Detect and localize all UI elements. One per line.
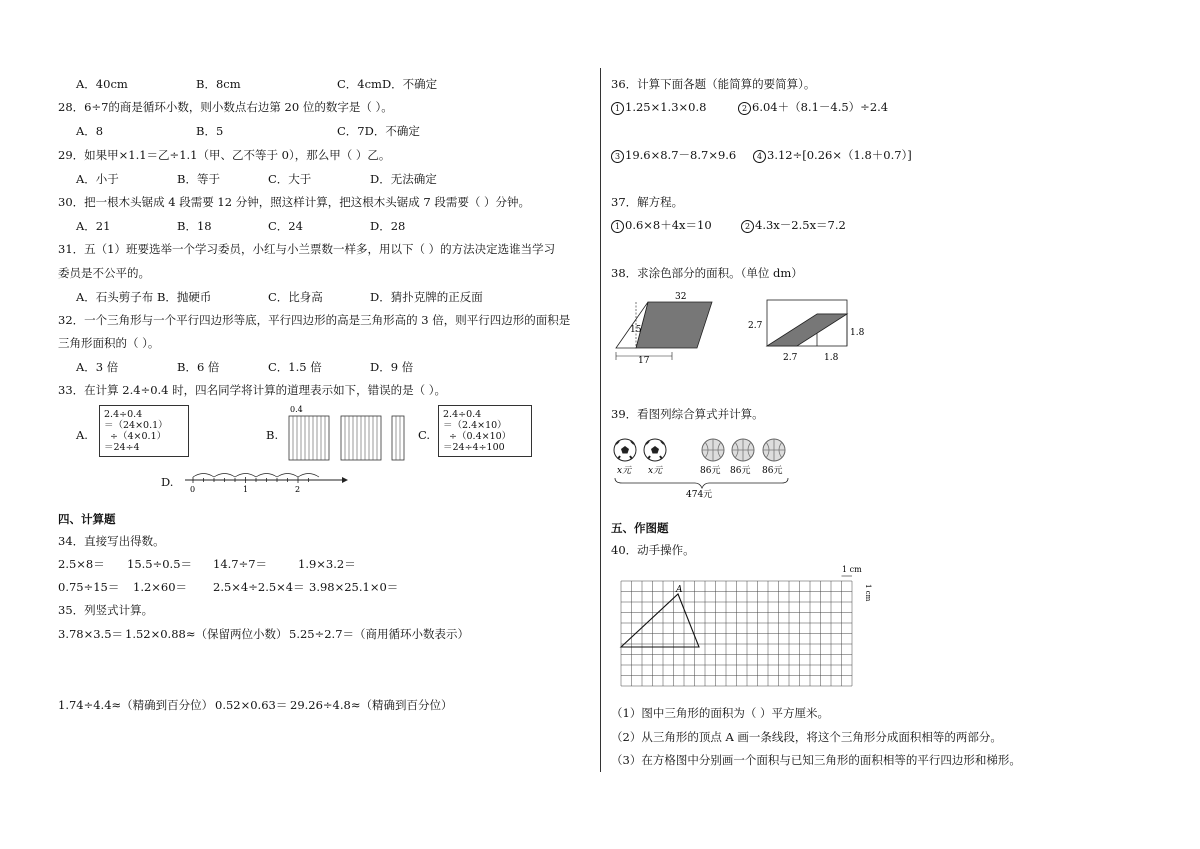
q28-option-c: C．7D．不确定 — [337, 124, 420, 138]
q40-sub-3: （3）在方格图中分别画一个面积与已知三角形的面积相等的平行四边形和梯形。 — [611, 753, 1021, 767]
q29-option-c: C．大于 — [268, 172, 312, 186]
q33-d-tick-1: 1 — [243, 485, 249, 494]
column-divider — [600, 68, 601, 772]
q40-unit-vertical: 1 cm — [864, 584, 872, 602]
q40-sub-1: （1）图中三角形的面积为（ ）平方厘米。 — [611, 706, 829, 720]
q39-text: 39．看图列综合算式并计算。 — [611, 407, 764, 421]
q39-label: 86元 — [730, 466, 751, 476]
q33-figure-b — [286, 404, 411, 464]
q28-text: 28．6÷7的商是循环小数，则小数点右边第 20 位的数字是（ ）。 — [58, 100, 393, 114]
q27-option-b: B．8cm — [196, 77, 241, 91]
q33-label-b: B. — [266, 428, 279, 442]
q39-figure — [612, 432, 792, 502]
q33-label-c: C. — [418, 428, 431, 442]
q40-vertex-label: A — [676, 585, 683, 595]
q29-option-b: B．等于 — [177, 172, 220, 186]
q37-text: 37．解方程。 — [611, 195, 684, 209]
q30-option-c: C．24 — [268, 219, 303, 233]
q30-text: 30．把一根木头锯成 4 段需要 12 分钟，照这样计算，把这根木头锯成 7 段需要（ ）分钟。 — [58, 195, 530, 209]
q40-unit-horizontal: 1 cm — [842, 565, 862, 574]
q33-figure-d-numberline — [180, 466, 350, 496]
q33-text: 33．在计算 2.4÷0.4 时，四名同学将计算的道理表示如下，错误的是（ ）。 — [58, 383, 447, 397]
q32-line1: 32．一个三角形与一个平行四边形等底，平行四边形的高是三角形高的 3 倍，则平行四边形的面积是 — [58, 313, 571, 327]
q37-item-1: 1 0.6×8＋4x＝10 — [611, 218, 712, 233]
q34-item: 15.5÷0.5＝ — [127, 557, 193, 571]
q35-item: 29.26÷4.8≈（精确到百分位） — [290, 698, 453, 712]
q34-item: 1.2×60＝ — [133, 580, 188, 594]
q33-label-d: D. — [161, 475, 174, 489]
q35-item: 5.25÷2.7＝（商用循环小数表示） — [289, 627, 470, 641]
q29-text: 29．如果甲×1.1＝乙÷1.1（甲、乙不等于 0），那么甲（ ）乙。 — [58, 148, 391, 162]
q38-fig2-bottom1: 2.7 — [783, 353, 798, 363]
q40-sub-2: （2）从三角形的顶点 A 画一条线段，将这个三角形分成面积相等的两部分。 — [611, 730, 1002, 744]
q35-text: 35．列竖式计算。 — [58, 603, 154, 617]
q38-fig1-bottom: 17 — [638, 356, 650, 366]
soccer-ball-icon — [644, 439, 666, 461]
q35-item: 1.52×0.88≈（保留两位小数） — [125, 627, 288, 641]
q38-fig1-height: 15 — [630, 325, 642, 335]
q35-item: 1.74÷4.4≈（精确到百分位） — [58, 698, 214, 712]
q35-item: 3.78×3.5＝ — [58, 627, 124, 641]
q32-option-c: C．1.5 倍 — [268, 360, 322, 374]
q36-item-3: 3 19.6×8.7－8.7×9.6 — [611, 148, 736, 163]
q38-fig2-left: 2.7 — [748, 321, 763, 331]
q39-label: x元 — [617, 466, 632, 476]
q39-total: 474元 — [686, 490, 713, 500]
q33-label-a: A. — [76, 428, 88, 442]
q38-figures — [612, 288, 865, 368]
q34-item: 2.5×8＝ — [58, 557, 105, 571]
q39-label: 86元 — [762, 466, 783, 476]
q29-option-a: A．小于 — [76, 172, 119, 186]
q27-option-a: A．40cm — [76, 77, 128, 91]
q34-item: 3.98×25.1×0＝ — [309, 580, 399, 594]
q31-option-c: C．比身高 — [268, 290, 323, 304]
q28-option-a: A．8 — [76, 124, 104, 138]
q33-b-label: 0.4 — [290, 405, 303, 414]
q39-label: 86元 — [700, 466, 721, 476]
q36-item-2: 2 6.04＋（8.1－4.5）÷2.4 — [738, 100, 888, 115]
q28-option-b: B．5 — [196, 124, 224, 138]
q34-item: 14.7÷7＝ — [213, 557, 268, 571]
q34-item: 0.75÷15＝ — [58, 580, 120, 594]
q40-grid — [618, 562, 878, 692]
basketball-icon — [732, 439, 754, 461]
q36-text: 36．计算下面各题（能简算的要简算）。 — [611, 77, 816, 91]
q38-fig1-shaded — [636, 302, 712, 348]
q30-option-a: A．21 — [76, 219, 111, 233]
q31-option-ab: A．石头剪子布 B．抛硬币 — [76, 290, 212, 304]
q38-fig1-top: 32 — [675, 292, 687, 302]
q36-item-1: 1 1.25×1.3×0.8 — [611, 100, 706, 115]
q33-box-a: 2.4÷0.4 ＝（24×0.1） ÷（4×0.1） ＝24÷4 — [99, 405, 189, 457]
q34-text: 34．直接写出得数。 — [58, 534, 165, 548]
q33-box-c: 2.4÷0.4 ＝（2.4×10） ÷（0.4×10） ＝24÷4÷100 — [438, 405, 532, 457]
q38-fig2-right: 1.8 — [850, 328, 865, 338]
q30-option-d: D．28 — [370, 219, 406, 233]
q31-line1: 31．五（1）班要选举一个学习委员，小红与小兰票数一样多，用以下（ ）的方法决定选谁当学习 — [58, 242, 556, 256]
q27-option-c: C．4cmD．不确定 — [337, 77, 438, 91]
section-5-heading: 五、作图题 — [611, 521, 669, 535]
q32-line2: 三角形面积的（ ）。 — [58, 336, 160, 350]
q32-option-b: B．6 倍 — [177, 360, 220, 374]
section-4-heading: 四、计算题 — [58, 512, 116, 526]
q33-d-tick-2: 2 — [295, 485, 301, 494]
q32-option-a: A．3 倍 — [76, 360, 119, 374]
q38-text: 38．求涂色部分的面积。（单位 dm） — [611, 266, 803, 280]
q29-option-d: D．无法确定 — [370, 172, 437, 186]
q34-item: 2.5×4÷2.5×4＝ — [213, 580, 305, 594]
q36-item-4: 4 3.12÷[0.26×（1.8＋0.7）] — [753, 148, 912, 163]
basketball-icon — [763, 439, 785, 461]
q31-option-d: D．猜扑克牌的正反面 — [370, 290, 483, 304]
q35-item: 0.52×0.63＝ — [215, 698, 288, 712]
q37-item-2: 2 4.3x－2.5x＝7.2 — [741, 218, 846, 233]
q34-item: 1.9×3.2＝ — [298, 557, 356, 571]
q30-option-b: B．18 — [177, 219, 212, 233]
q39-label: x元 — [648, 466, 663, 476]
q38-fig2-bottom2: 1.8 — [824, 353, 839, 363]
soccer-ball-icon — [614, 439, 636, 461]
q32-option-d: D．9 倍 — [370, 360, 414, 374]
basketball-icon — [702, 439, 724, 461]
q31-line2: 委员是不公平的。 — [58, 266, 150, 280]
q33-d-tick-0: 0 — [190, 485, 196, 494]
q40-text: 40．动手操作。 — [611, 543, 695, 557]
